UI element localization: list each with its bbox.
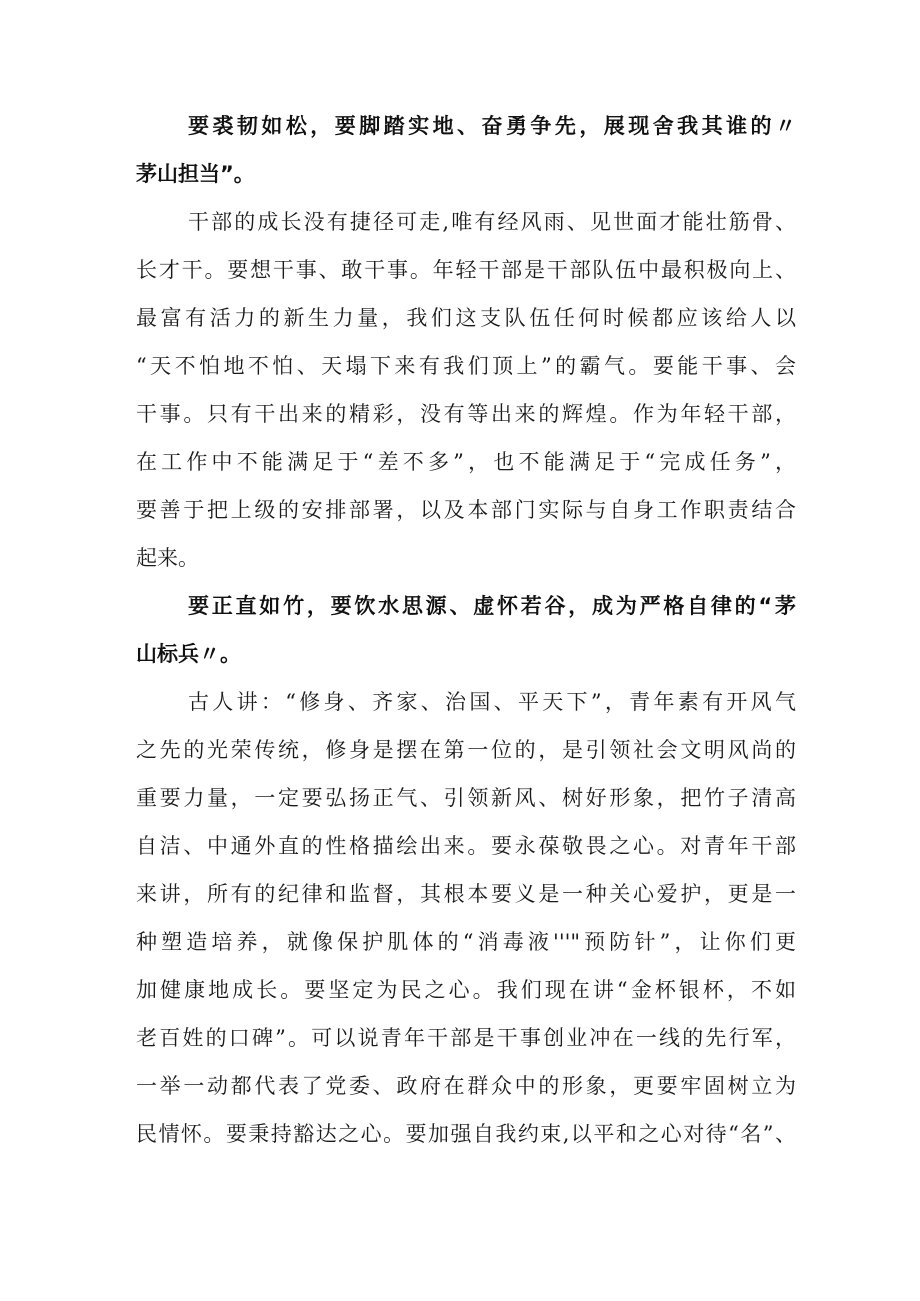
section-1-paragraph-line-7: 要善于把上级的安排部署，以及本部门实际与自身工作职责结合: [136, 498, 796, 522]
section-2-paragraph-line-10: 民情怀。要秉持豁达之心。要加强自我约束,以平和之心对待“名”、: [136, 1122, 796, 1146]
section-2-paragraph-line-9: 一举一动都代表了党委、政府在群众中的形象，更要牢固树立为: [136, 1074, 796, 1098]
section-2-paragraph-line-3: 重要力量，一定要弘扬正气、引领新风、树好形象，把竹子清高: [136, 786, 796, 810]
section-1-paragraph-line-1: 干部的成长没有捷径可走,唯有经风雨、见世面才能壮筋骨、: [188, 210, 796, 234]
section-1-paragraph-line-8: 起来。: [136, 546, 199, 570]
section-2-paragraph-line-7: 加健康地成长。要坚定为民之心。我们现在讲“金杯银杯，不如: [136, 978, 796, 1002]
section-2-paragraph-line-2: 之先的光荣传统，修身是摆在第一位的，是引领社会文明风尚的: [136, 738, 796, 762]
section-1-paragraph-line-5: 干事。只有干出来的精彩，没有等出来的辉煌。作为年轻干部，: [136, 402, 796, 426]
section-1-paragraph-line-6: 在工作中不能满足于“差不多”，也不能满足于“完成任务”，: [136, 450, 796, 474]
section-2-paragraph-line-1: 古人讲：“修身、齐家、治国、平天下”，青年素有开风气: [188, 690, 796, 714]
section-2-heading-line-1: 要正直如竹，要饮水思源、虚怀若谷，成为严格自律的“茅: [188, 594, 796, 618]
section-1-paragraph-line-2: 长才干。要想干事、敢干事。年轻干部是干部队伍中最积极向上、: [136, 258, 796, 282]
section-2-paragraph-line-4: 自洁、中通外直的性格描绘出来。要永葆敬畏之心。对青年干部: [136, 834, 796, 858]
section-2-paragraph-line-8: 老百姓的口碑”。可以说青年干部是干事创业冲在一线的先行军，: [136, 1026, 796, 1050]
section-2-paragraph-line-6: 种塑造培养，就像保护肌体的“消毒液'''"预防针”，让你们更: [136, 930, 796, 954]
section-2-paragraph-line-5: 来讲，所有的纪律和监督，其根本要义是一种关心爱护，更是一: [136, 882, 796, 906]
section-1-paragraph-line-3: 最富有活力的新生力量，我们这支队伍任何时候都应该给人以: [136, 306, 796, 330]
section-1-heading-line-1: 要裘韧如松，要脚踏实地、奋勇争先，展现舍我其谁的〃: [188, 114, 796, 138]
section-2-heading-line-2: 山标兵〃。: [136, 642, 241, 666]
section-1-heading-line-2: 茅山担当”。: [136, 162, 255, 186]
section-1-paragraph-line-4: “天不怕地不怕、天塌下来有我们顶上”的霸气。要能干事、会: [136, 354, 796, 378]
